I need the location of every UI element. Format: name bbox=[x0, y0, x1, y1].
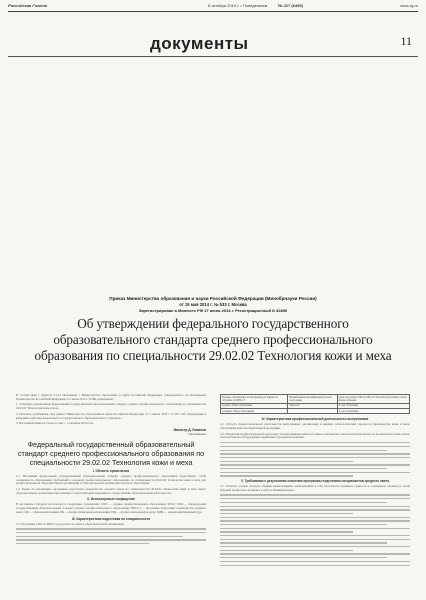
characteristics-paragraph: 3.1. Получение СПО по ППССЗ допускается только в образовательной организации. bbox=[16, 521, 125, 526]
standard-title: Федеральный государственный образовательный стандарт среднего профессионального образования по специальности 29.02.02 Технология кожи и меха bbox=[17, 439, 205, 467]
scope-paragraph: 1.1. Настоящий федеральный государственный образовательный стандарт среднего профессионального образования представляет собой совокупность обязательных требований к среднему профессиональному образованию по специальности 29.02.02 Технология кожи и меха для профессиональной образовательной организации и образовательной организации высшего образования. bbox=[16, 473, 206, 486]
order-date: от 15 мая 2014 г. № 533 г. Москва bbox=[179, 302, 247, 307]
section-divider bbox=[8, 56, 418, 57]
order-point-3: 3. Настоящий приказ вступает в силу с 1 сентября 2014 года. bbox=[16, 421, 94, 426]
table-cell: 3 года 10 месяцев bbox=[337, 408, 409, 413]
table-row bbox=[221, 408, 410, 413]
table-cell: основное общее образование bbox=[221, 408, 288, 413]
minister-signature: Министр Д. Ливанов bbox=[173, 427, 206, 432]
objects-paragraph: 4.2. Объектами профессиональной деятельности выпускников являются: сырье и материалы; технологические процессы производства кожи и меха; технологическое оборудование; первичные трудовые коллективы. bbox=[220, 431, 410, 440]
abbreviations-heading: II. Используемые сокращения bbox=[87, 497, 135, 502]
masthead bbox=[8, 3, 418, 11]
appendix-label: Приложение bbox=[188, 431, 206, 436]
table-cell: Срок получения СПО по ППССЗ базовой подготовки в очной форме обучения bbox=[337, 395, 409, 404]
order-point-1: 1. Утвердить прилагаемый федеральный государственный образовательный стандарт среднего профессионального образования по специальности 29.02.02 Технология кожи и меха. bbox=[16, 402, 206, 411]
site-link[interactable]: www.rg.ru bbox=[400, 3, 418, 8]
requirements-paragraph: 5.1. Технолог должен обладать общими компетенциями, включающими в себя способность понимать сущность и социальную значимость своей будущей профессии, проявлять к ней устойчивый интерес. bbox=[220, 484, 410, 492]
page-number: 11 bbox=[400, 34, 412, 48]
rights-paragraph: 1.2. Право на реализацию программы подготовки специалистов среднего звена по специальности 29.02.02 Технология кожи и меха имеет образовательная организация при наличии соответствующей лицензии на осуществление образовательной деятельности. bbox=[16, 487, 206, 495]
top-divider bbox=[8, 11, 418, 12]
registration-line: Зарегистрирован в Минюсте РФ 27 июня 2014 г. Регистрационный N 32890 bbox=[138, 308, 288, 313]
order-point-2: 2. Признать утратившим силу приказ Министерства образования и науки Российской Федерации от 1 апреля 2010 г. N 267 «Об утверждении и введении в действие федерального государственного образовательного стандарта». bbox=[16, 411, 206, 420]
table-row bbox=[221, 395, 410, 404]
professional-activity-paragraph: 4.1. Область профессиональной деятельности выпускников: организация и ведение технологических процессов производства кожи и меха, обеспечение качества выпускаемой продукции. bbox=[220, 422, 410, 431]
table-cell: 2 года 10 месяцев bbox=[337, 403, 409, 408]
issue-number: № 227 (6499) bbox=[278, 3, 303, 8]
requirements-heading: V. Требования к результатам освоения программы подготовки специалистов среднего звена bbox=[241, 479, 389, 484]
newspaper-name[interactable]: Российская Газета bbox=[8, 3, 48, 8]
table-cell: Технолог bbox=[288, 403, 337, 408]
table-cell bbox=[288, 408, 337, 413]
document-title: Об утверждении федерального государственного образовательного стандарта среднего профессионального образования по специальности 29.02.02 Технология кожи и меха bbox=[34, 316, 392, 363]
table-cell: среднее общее образование bbox=[221, 403, 288, 408]
body-text-lines bbox=[220, 494, 410, 565]
body-text-lines bbox=[220, 442, 410, 476]
order-header bbox=[40, 296, 386, 314]
order-line: Приказ Министерства образования и науки Российской Федерации (Минобрнауки России) bbox=[109, 296, 317, 301]
duration-table bbox=[220, 394, 410, 414]
article-body bbox=[16, 394, 410, 594]
left-column bbox=[16, 394, 206, 594]
scope-heading: I. Область применения bbox=[92, 468, 130, 473]
issue-date: 6 октября 2014 г. • Понедельник bbox=[208, 3, 268, 8]
intro-paragraph: В соответствии с пунктом 5.2.41 Положения о Министерстве образования и науки Российской Федерации, утвержденного постановлением Правительства Российской Федерации от 3 июня 2013 г. N 466, приказываю: bbox=[16, 394, 206, 401]
right-column bbox=[220, 394, 410, 594]
body-text-lines bbox=[16, 528, 206, 544]
professional-activity-heading: IV. Характеристика профессиональной деятельности выпускников bbox=[261, 417, 369, 422]
table-cell: Уровень образования, необходимый для приема на обучение по ППССЗ bbox=[221, 395, 288, 404]
table-cell: Наименование квалификации базовой подготовки bbox=[288, 395, 337, 404]
section-title: документы bbox=[150, 34, 249, 53]
characteristics-heading: III. Характеристика подготовки по специальности bbox=[71, 516, 151, 521]
abbreviations-paragraph: В настоящем стандарте используются следующие сокращения: СПО — среднее профессиональное образование; ФГОС СПО — федеральный государственный образовательный стандарт среднего профессионального образования; ППССЗ — программа подготовки специалистов среднего звена; ОК — общая компетенция; ПК — профессиональная компетенция; ПМ — профессиональный модуль; МДК — междисциплинарный курс. bbox=[16, 502, 206, 514]
